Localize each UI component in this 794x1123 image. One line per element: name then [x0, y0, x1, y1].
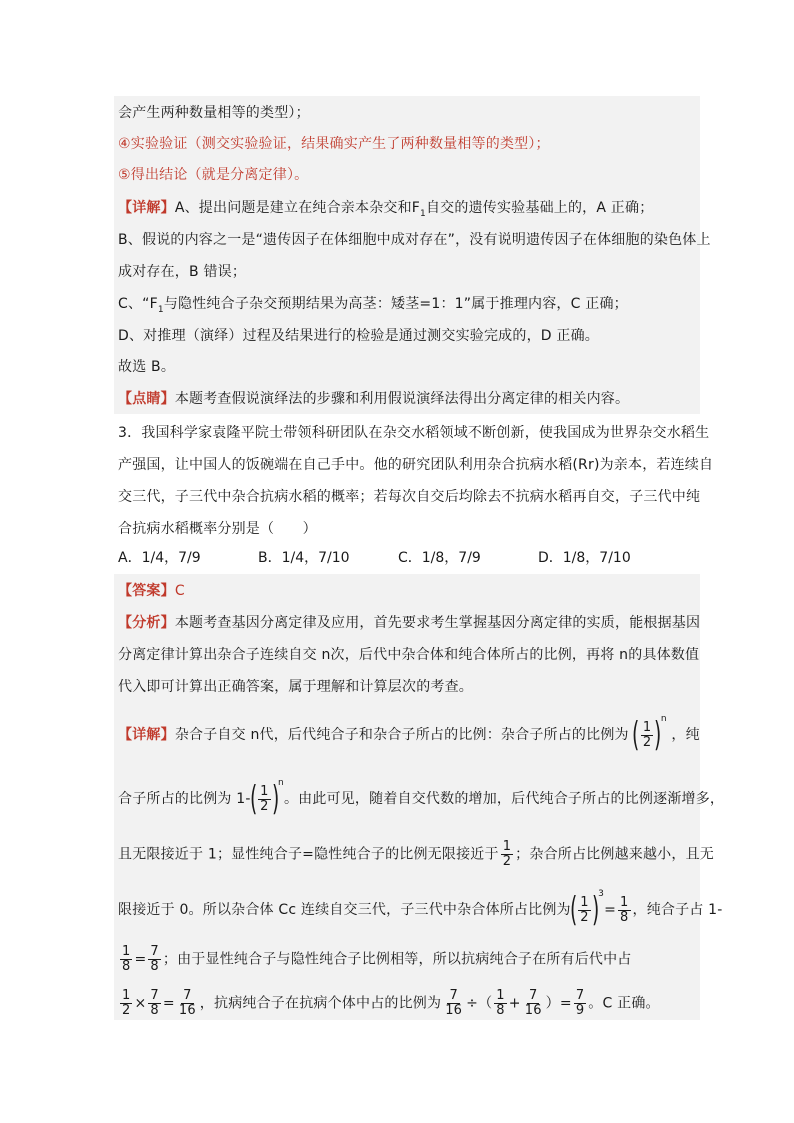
paren-open: (: [249, 779, 258, 819]
detail2-tag: 【详解】: [118, 727, 175, 743]
option-a: A．1/4，7/9: [118, 550, 201, 566]
paren-close: ): [271, 779, 280, 819]
paren-close: ): [654, 715, 662, 755]
fraction-half: $\frac{1}{2}$: [260, 783, 269, 814]
detail2-text: ；杂合所占比例越来越小，且无: [515, 846, 714, 863]
detail2-text: 。C 正确。: [588, 995, 660, 1012]
subscript: 1: [157, 304, 164, 315]
detail2-text: 。由此可见，随着自交代数的增加，后代纯合子所占的比例逐渐增多，: [283, 791, 725, 807]
text-line: ④实验验证（测交实验验证，结果确实产生了两种数量相等的类型）；: [118, 136, 550, 152]
fraction-half: $\frac{1}{2}$: [580, 894, 589, 925]
answer-value: C: [174, 583, 185, 599]
subscript: 1: [420, 208, 426, 219]
answer-line: [118, 581, 185, 601]
paren-open: (: [632, 715, 640, 755]
detail2-text: ，纯合子占 1-: [632, 902, 723, 918]
point-text: 本题考查假说演绎法的步骤和利用假说演绎法得出分离定律的相关内容。: [174, 391, 630, 407]
exponent-3: 3: [598, 889, 605, 900]
fraction-one-eighth: $\frac{1}{8}$: [122, 944, 131, 974]
fraction-seven-eighths: $\frac{7}{8}$: [150, 944, 159, 974]
text-line: 会产生两种数量相等的类型）；: [118, 105, 310, 121]
detail-line-b1: B、假说的内容之一是“遗传因子在体细胞中成对存在”，没有说明遗传因子在体细胞的染色体上: [118, 232, 711, 248]
point-line: [118, 389, 629, 409]
detail-line-b2: 成对存在，B 错误；: [118, 264, 247, 280]
detail2-line-4: 限接近于 0。所以杂合体 Cc 连续自交三代，子三代中杂合体所占比例为( $\frac{1}{2}$ )$^3$= $\frac{1}{8}$ ，纯合子占 1-: [118, 889, 723, 930]
detail2-text: ，纯: [671, 727, 700, 743]
point-tag: 【点睛】: [118, 391, 175, 407]
paren-close: ): [591, 890, 600, 930]
option-c: C．1/8，7/9: [398, 550, 481, 566]
detail2-text: 杂合子自交 n代，后代纯合子和杂合子所占的比例：杂合子所占的比例为: [174, 727, 629, 743]
detail-text: C、“F: [118, 296, 158, 312]
detail-tag: 【详解】: [118, 200, 175, 216]
analysis-line: [118, 613, 700, 633]
fraction-one-eighth: $\frac{1}{8}$: [496, 988, 505, 1018]
detail2-text: ，抗病纯合子在抗病个体中占的比例为: [199, 995, 442, 1012]
detail-text: A、提出问题是建立在纯合亲本杂交和F: [174, 200, 421, 216]
detail-text: 自交的遗传实验基础上的，A 正确；: [425, 200, 654, 216]
detail-line-d: D、对推理（演绎）过程及结果进行的检验是通过测交实验完成的，D 正确。: [118, 328, 600, 344]
detail2-line-5: $\frac{1}{8}$ = $\frac{7}{8}$ ；由于显性纯合子与隐性纯合子比例相等，所以抗病纯合子在所有后代中占: [122, 944, 632, 974]
fraction-seven-sixteenths: $\frac{7}{16}$: [178, 988, 196, 1018]
fraction-seven-sixteenths: $\frac{7}{16}$: [445, 988, 463, 1018]
question-line: 3．我国科学家袁隆平院士带领科研团队在杂交水稻领域不断创新，使我国成为世界杂交水稻生: [118, 425, 710, 441]
detail2-line-1: [118, 714, 700, 755]
fraction-seven-eighths: $\frac{7}{8}$: [150, 988, 159, 1018]
option-b: B．1/4，7/10: [258, 550, 350, 566]
fraction-seven-sixteenths: $\frac{7}{16}$: [524, 988, 542, 1018]
answer-tag: 【答案】: [118, 583, 175, 599]
question-line: 合抗病水稻概率分别是（ ）: [118, 521, 317, 537]
detail-line-c: [118, 294, 628, 320]
detail2-text: 且无限接近于 1；显性纯合子=隐性纯合子的比例无限接近于: [118, 846, 499, 863]
option-d: D．1/8，7/10: [538, 550, 631, 566]
fraction-seven-ninths: $\frac{7}{9}$: [575, 988, 585, 1018]
analysis-tag: 【分析】: [118, 615, 175, 631]
question-line: 交三代，子三代中杂合抗病水稻的概率；若每次自交后均除去不抗病水稻再自交，子三代中纯: [118, 489, 701, 505]
exponent-n: n: [660, 714, 667, 725]
exponent-n: n: [278, 778, 284, 789]
analysis-line: 分离定律计算出杂合子连续自交 n次，后代中杂合体和纯合体所占的比例，再将 n的具体数值: [118, 647, 700, 663]
fraction-half: $\frac{1}{2}$: [502, 839, 512, 869]
paren-open: (: [569, 890, 578, 930]
detail2-text: 限接近于 0。所以杂合体 Cc 连续自交三代，子三代中杂合体所占比例为: [118, 902, 571, 918]
detail-line-choose: 故选 B。: [118, 359, 176, 375]
detail-text: 与隐性纯合子杂交预期结果为高茎：矮茎=1：1”属于推理内容，C 正确；: [163, 296, 628, 312]
analysis-line: 代入即可计算出正确答案，属于理解和计算层次的考查。: [118, 679, 473, 695]
text-line: ⑤得出结论（就是分离定律）。: [118, 167, 309, 183]
detail2-line-3: [118, 840, 714, 869]
detail2-line-6: $\frac{1}{2}$ × $\frac{7}{8}$ = $\frac{7}{16}$ ，抗病纯合子在抗病个体中占的比例为 $\frac{7}{16}$ ÷（ $\frac{1}{8}$ + $\frac{7}{16}$ ）= $\frac{7}{9}$ 。C 正确。: [122, 988, 660, 1018]
detail2-line-2: [118, 778, 725, 819]
fraction-half: $\frac{1}{2}$: [122, 988, 131, 1018]
detail2-text: ；由于显性纯合子与隐性纯合子比例相等，所以抗病纯合子在所有后代中占: [162, 951, 632, 968]
analysis-text: 本题考查基因分离定律及应用，首先要求考生掌握基因分离定律的实质，能根据基因: [174, 615, 701, 631]
detail2-text: 合子所占的比例为 1-: [118, 791, 251, 807]
fraction-half: $\frac{1}{2}$: [642, 719, 652, 750]
fraction-one-eighth: $\frac{1}{8}$: [620, 894, 629, 925]
detail-line-a: [118, 198, 653, 224]
question-line: 产强国，让中国人的饭碗端在自己手中。他的研究团队利用杂合抗病水稻(Rr)为亲本，若连续自: [118, 457, 714, 473]
